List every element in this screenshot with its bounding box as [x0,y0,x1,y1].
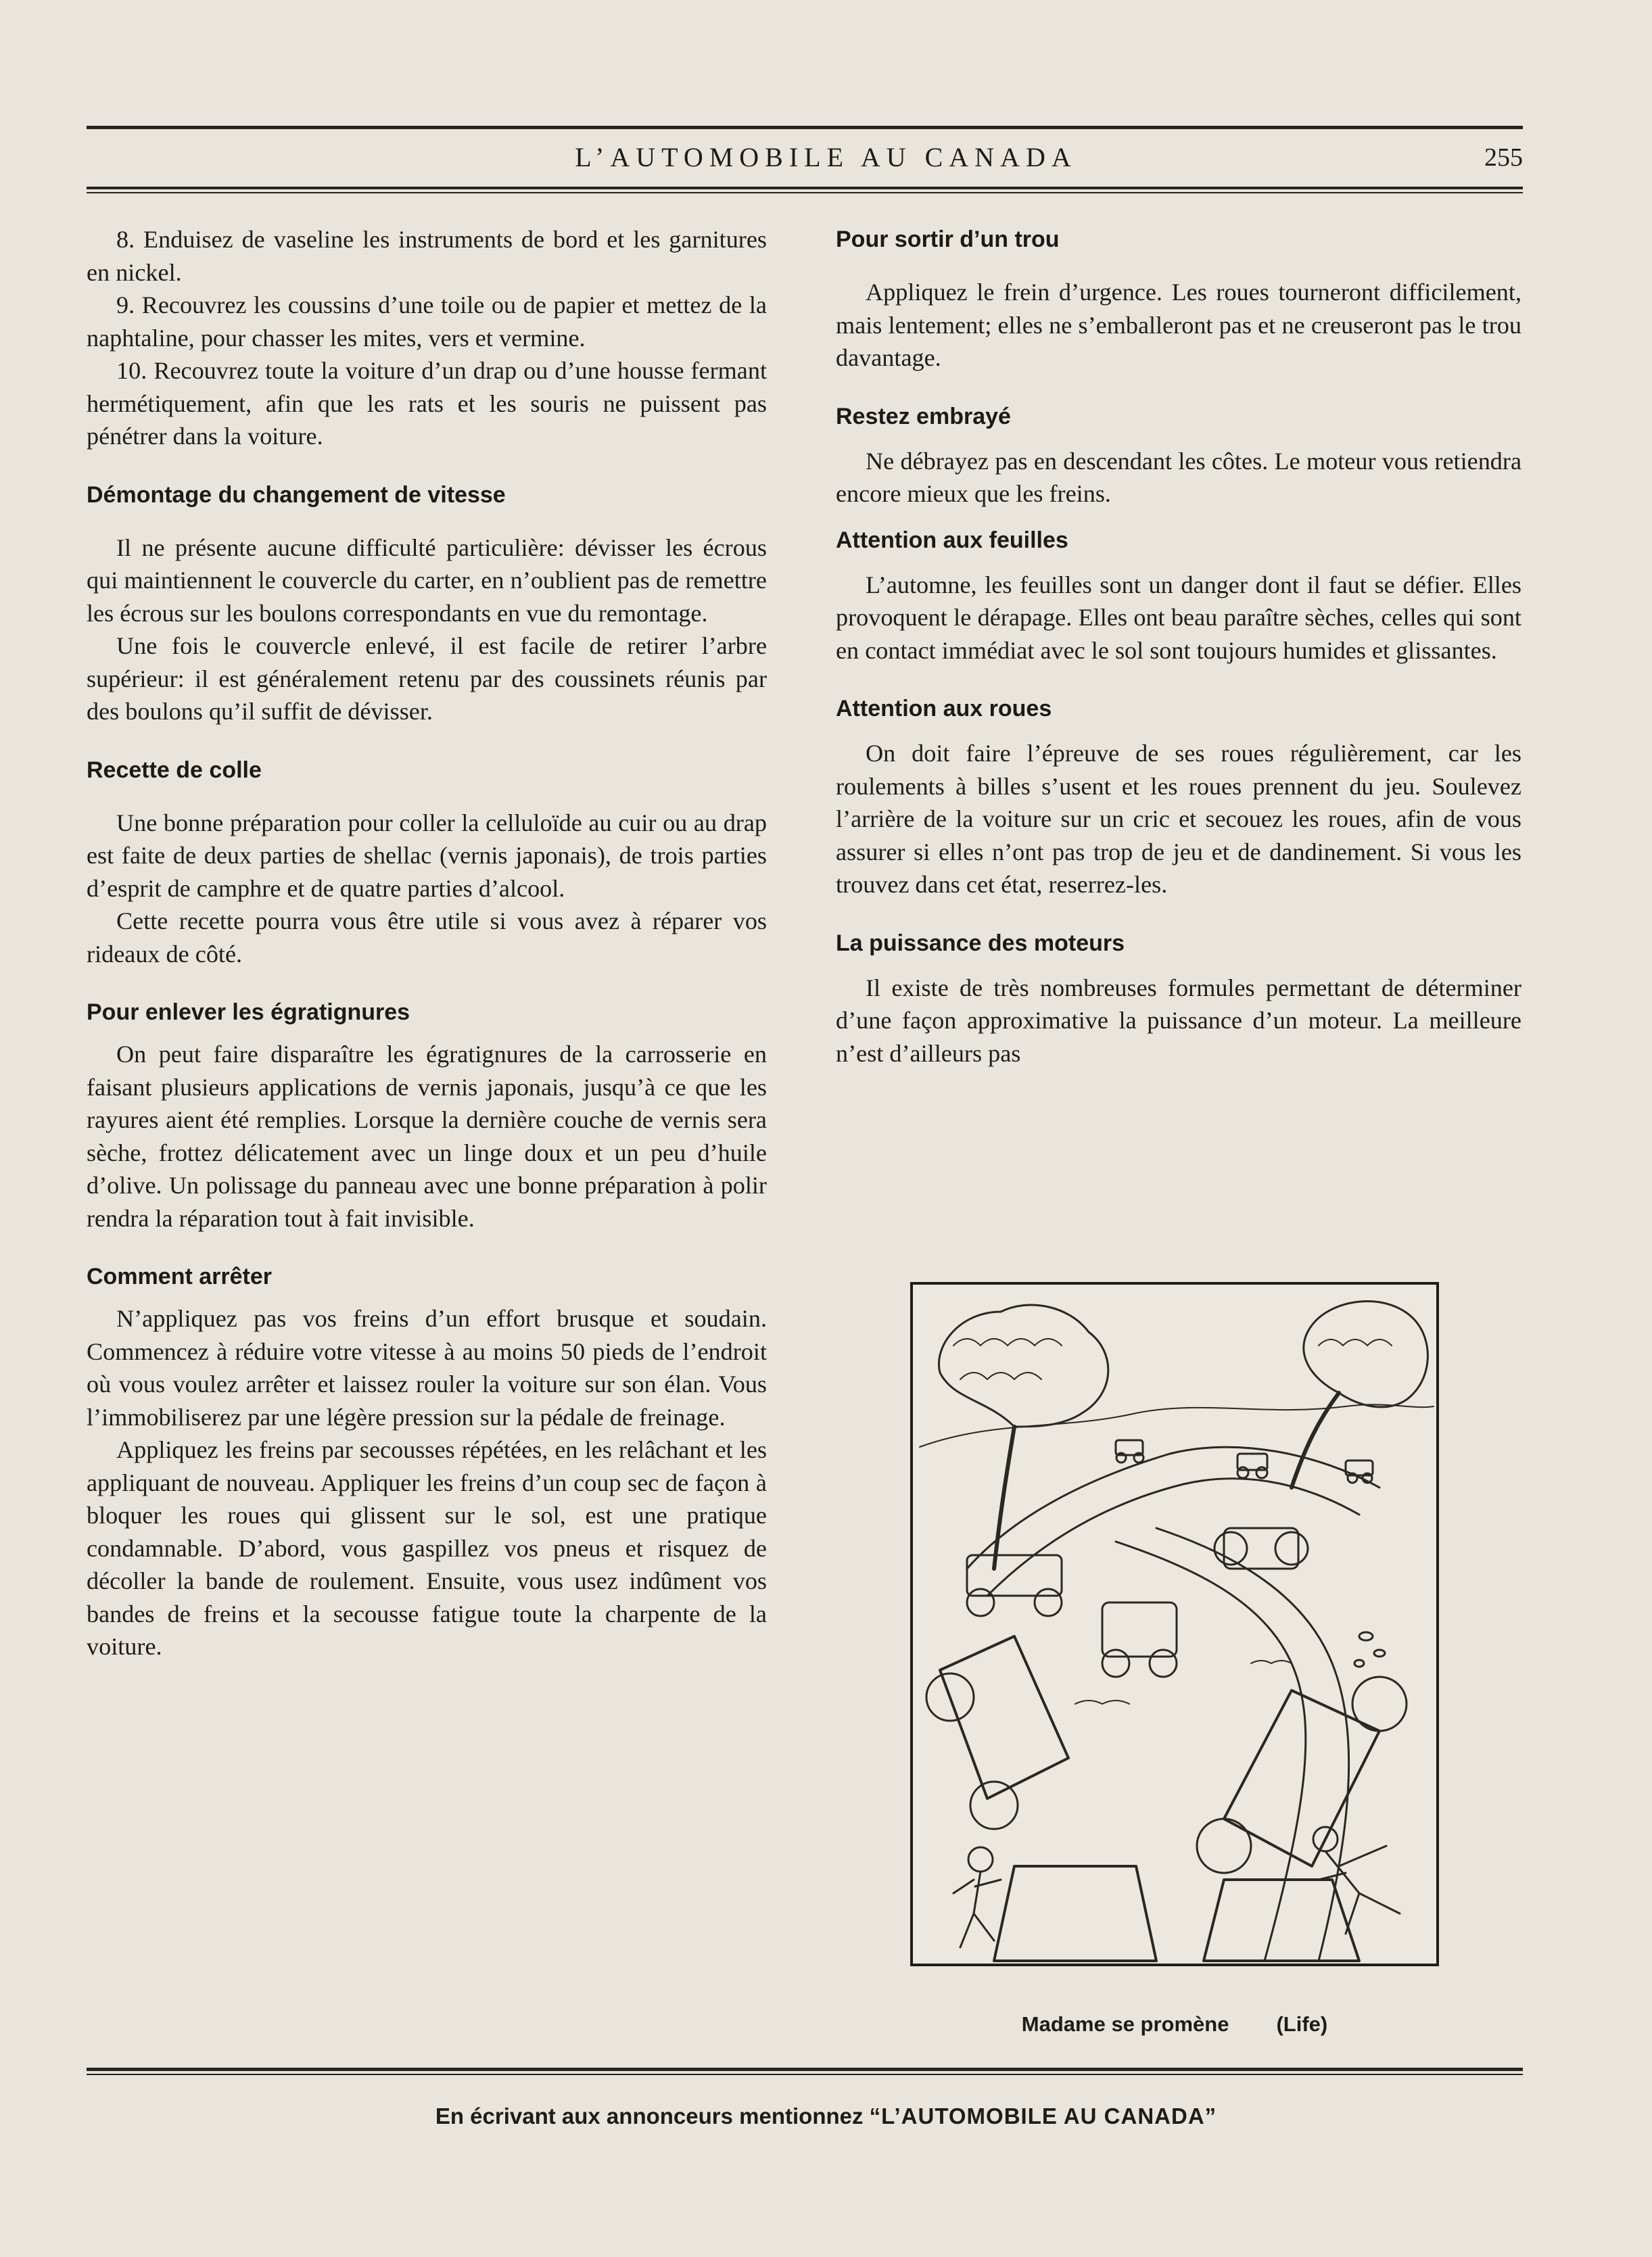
footer-rule [87,2068,1523,2071]
header-rule-bottom [87,187,1523,189]
paragraph: On peut faire disparaître les égratignures de la carrosserie en faisant plusieurs applications de vernis japonais, jusqu’à ce que les rayures aient été remplies. Lorsque la dernière couche de vernis sera sèche, frottez délicatement avec un linge doux et un peu d’huile d’olive. Un polissage du panneau avec une bonne préparation à polir rendra la réparation tout à fait invisible. [87,1041,767,1232]
footer-rule-thin [87,2074,1523,2075]
paragraph: N’appliquez pas vos freins d’un effort brusque et soudain. Commencez à réduire votre vitesse à au moins 50 pieds de l’endroit où vous voulez arrêter et laissez rouler la voiture sur son élan. Vous l’immobiliserez par une légère pression sur la pédale de freinage. [87,1305,767,1431]
cartoon-caption [910,2005,1439,2043]
paragraph: Il ne présente aucune difficulté particulière: dévisser les écrous qui maintiennent le couvercle du carter, en n’oublient pas de remettre les écrous sur les boulons correspondants en vue du remontage. [87,533,767,627]
paragraph: Il existe de très nombreuses formules permettant de déterminer d’une façon approximative la puissance d’un moteur. La meilleure n’est d’ailleurs pas [836,974,1521,1067]
running-title: L’AUTOMOBILE AU CANADA [575,142,1077,172]
paragraph: 8. Enduisez de vaseline les instruments de bord et les garnitures en nickel. [87,226,767,286]
section-heading: Démontage du changement de vitesse [87,481,506,508]
paragraph: L’automne, les feuilles sont un danger dont il faut se défier. Elles provoquent le dérapage. Elles ont beau paraître sèches, celles qui sont en contact immédiat avec le sol sont toujours humides et glissantes. [836,571,1521,664]
left-column [87,223,767,1663]
paragraph: Ne débrayez pas en descendant les côtes. Le moteur vous retiendra encore mieux que les freins. [836,447,1521,507]
cartoon-drawing [913,1285,1436,1964]
cartoon-illustration [910,1282,1439,1966]
footer-title: “L’AUTOMOBILE AU CANADA” [869,2104,1217,2129]
section-heading: Attention aux feuilles [836,527,1068,553]
page-number: 255 [1484,143,1523,172]
paragraph: Une fois le couvercle enlevé, il est facile de retirer l’arbre supérieur: il est généralement retenu par des coussinets réunis par des boulons qu’il suffit de dévisser. [87,632,767,725]
header-rule-bottom-thin [87,192,1523,193]
footer-notice [0,2096,1652,2137]
caption-credit: (Life) [1276,2012,1328,2036]
section-heading: Recette de colle [87,757,262,783]
right-column [836,223,1521,1070]
section-heading: Pour enlever les égratignures [87,999,410,1025]
footer-lead: En écrivant aux annonceurs mentionnez [435,2104,864,2129]
section-heading: Attention aux roues [836,696,1052,721]
paragraph: 10. Recouvrez toute la voiture d’un drap ou d’une housse fermant hermétiquement, afin que les rats et les souris ne puissent pas pénétrer dans la voiture. [87,357,767,450]
paragraph: Cette recette pourra vous être utile si vous avez à réparer vos rideaux de côté. [87,907,767,968]
paragraph: Appliquez le frein d’urgence. Les roues tourneront difficilement, mais lentement; elles ne s’emballeront pas et ne creuseront pas le trou davantage. [836,279,1521,371]
paragraph: 9. Recouvrez les coussins d’une toile ou de papier et mettez de la naphtaline, pour chasser les mites, vers et vermine. [87,291,767,352]
section-heading: La puissance des moteurs [836,930,1125,956]
header-rule-top [87,126,1523,129]
section-heading: Comment arrêter [87,1264,272,1289]
caption-title: Madame se promène [1021,2012,1229,2036]
paragraph: On doit faire l’épreuve de ses roues régulièrement, car les roulements à billes s’usent et les roues prennent du jeu. Soulevez l’arrière de la voiture sur un cric et secouez les roues, afin de vous assurer si elles n’ont pas trop de jeu et de dandinement. Si vous les trouvez dans cet état, reserrez-les. [836,740,1521,898]
paragraph: Une bonne préparation pour coller la celluloïde au cuir ou au drap est faite de deux parties de shellac (vernis japonais), de trois parties d’esprit de camphre et de quatre parties d’alcool. [87,809,767,902]
paragraph: Appliquez les freins par secousses répétées, en les relâchant et les appliquant de nouveau. Appliquer les freins d’un coup sec de façon à bloquer les roues qui glissent sur le sol, est une pratique condamnable. D’abord, vous gaspillez vos pneus et risquez de décoller la bande de roulement. Ensuite, vous usez indûment vos bandes de freins et la secousse fatigue toute la charpente de la voiture. [87,1436,767,1660]
section-heading: Restez embrayé [836,403,1011,429]
section-heading: Pour sortir d’un trou [836,227,1060,252]
